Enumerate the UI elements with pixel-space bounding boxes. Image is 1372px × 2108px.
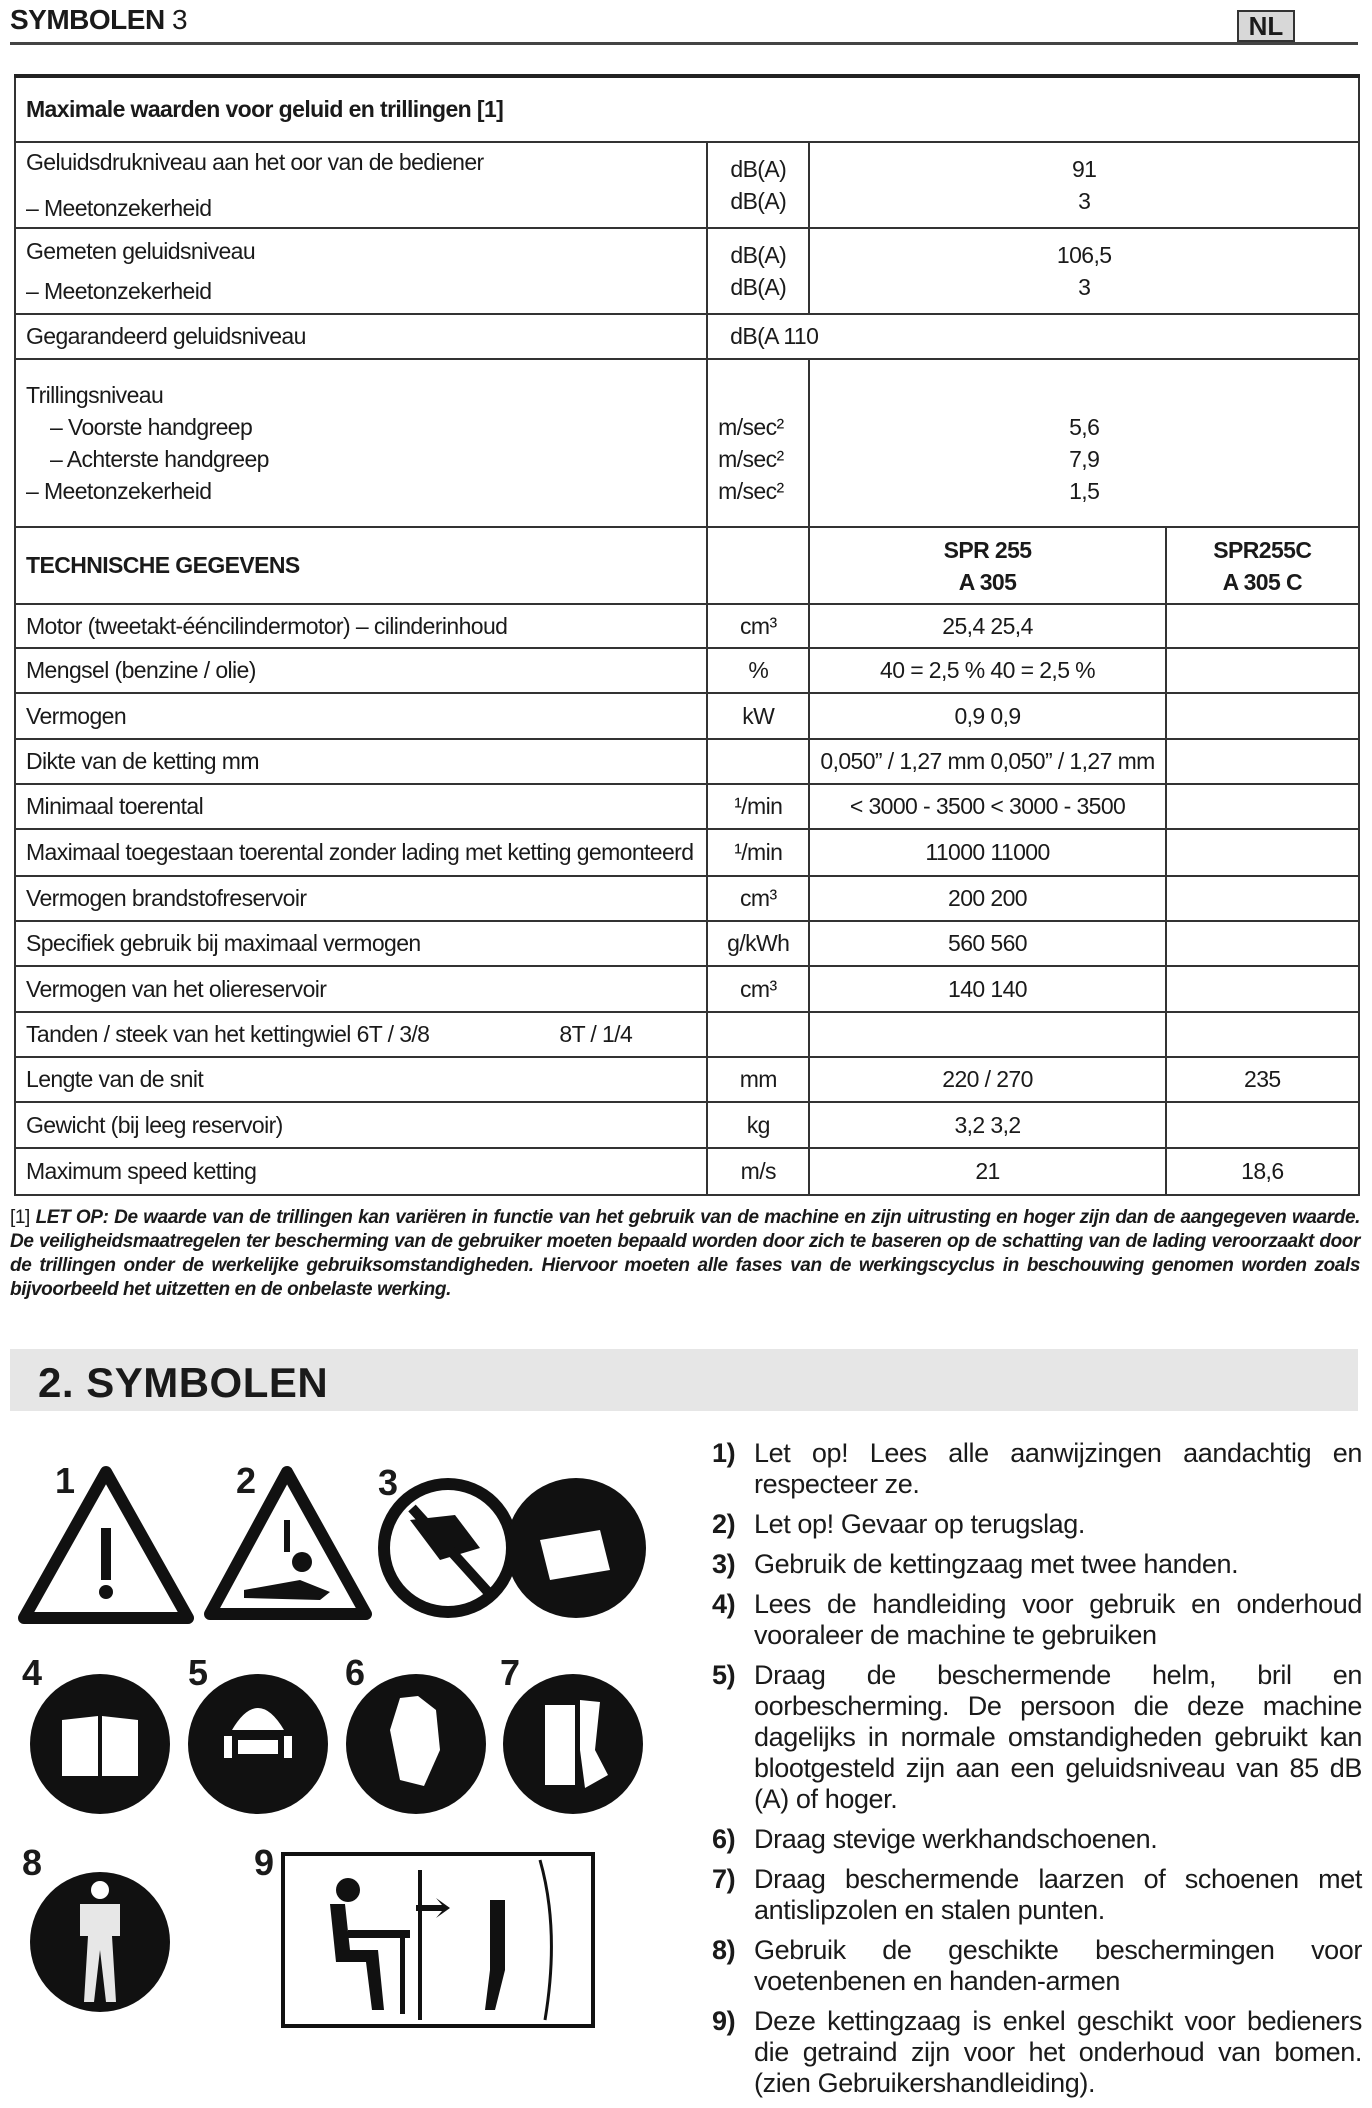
row-label: Gegarandeerd geluidsniveau [15, 314, 707, 359]
row-label: – Meetonzekerheid [26, 278, 212, 304]
section-banner [10, 1349, 1358, 1411]
item-text: Draag stevige werkhandschoenen. [754, 1824, 1158, 1854]
row-label-text: Vermogen [26, 702, 127, 729]
section-name: SYMBOLEN [10, 4, 165, 35]
item-text: Draag de beschermende helm, bril en oorbescherming. De persoon die deze machine dagelijks in normale omstandigheden gebruikt kan blootgesteld zijn aan een geluidsniveau van 85 dB (A) of hoger. [754, 1660, 1362, 1814]
table-row [15, 1057, 1359, 1102]
value: 106,5 [1056, 242, 1112, 268]
row-label [15, 829, 707, 876]
footnote-text: LET OP: De waarde van de trillingen kan variëren in functie van het gebruik van de machine en zijn uitrusting en hoger zijn dan de aangegeven waarde. De veiligheidsmaatregelen ter bescherming van de gebruiker moeten bepaald worden door zich te baseren op de schatting van de lading veroorzaakt door de trillingen onder de werkelijke gebruiksomstandigheden. Hiervoor moeten alle fases van de werkingscyclus in beschouwing genomen worden zoals bijvoorbeeld het uitzetten en de onbelaste werking. [10, 1207, 1360, 1300]
icon-number: 4 [22, 1652, 43, 1693]
table-row [15, 693, 1359, 739]
helmet-goggles-ear-protection-icon [188, 1674, 328, 1814]
row-label-text: Lengte van de snit [26, 1066, 204, 1092]
header-divider [10, 42, 1358, 45]
unit: dB(A) [730, 188, 787, 214]
unit: dB(A) [730, 156, 787, 182]
icon-number: 8 [22, 1842, 43, 1883]
item-text: Let op! Gevaar op terugslag. [754, 1509, 1086, 1539]
row-label [15, 604, 707, 648]
list-item [712, 1935, 1362, 1997]
item-text: Gebruik de geschikte beschermingen voor voetenbenen en handen-armen [754, 1935, 1362, 1996]
footnote [10, 1206, 1360, 1302]
icon-number: 9 [254, 1842, 275, 1883]
trained-operator-icon [283, 1854, 593, 2026]
unit: kW [707, 693, 809, 739]
row-label-text: Motor (tweetakt-ééncilindermotor) – cilinderinhoud [26, 612, 508, 639]
item-number: 2) [712, 1509, 736, 1539]
list-item [712, 1824, 1362, 1855]
gloves-icon [346, 1674, 486, 1814]
row-label [15, 876, 707, 921]
value-model-1: 11000 11000 [809, 829, 1165, 876]
row-label: – Achterste handgreep [50, 446, 269, 472]
value-model-1: 40 = 2,5 % 40 = 2,5 % [809, 648, 1165, 693]
icon-number: 1 [55, 1460, 76, 1501]
spec-table [14, 74, 1360, 1196]
value-model-2 [1166, 966, 1359, 1012]
item-number: 3) [712, 1549, 736, 1579]
value: 5,6 [1069, 414, 1100, 440]
value-model-2 [1166, 921, 1359, 966]
model-name: A 305 [958, 568, 1017, 595]
row-label [15, 921, 707, 966]
row-label [15, 1148, 707, 1195]
value: 1,5 [1069, 478, 1100, 504]
footnote-ref: [1] [10, 1207, 30, 1228]
table-row [15, 966, 1359, 1012]
protective-clothing-icon [30, 1872, 170, 2012]
icon-number: 6 [345, 1652, 366, 1693]
icon-number: 7 [500, 1652, 521, 1693]
unit: ¹/min [707, 784, 809, 829]
list-item [712, 1509, 1362, 1540]
value-model-1: 0,050” / 1,27 mm 0,050” / 1,27 mm [809, 739, 1165, 784]
value-model-2: 18,6 [1166, 1148, 1359, 1195]
row-label: Gemeten geluidsniveau [26, 238, 256, 264]
model-name: SPR255C [1213, 536, 1312, 563]
unit: cm³ [707, 966, 809, 1012]
item-number: 9) [712, 2006, 736, 2036]
row-label-text: Mengsel (benzine / olie) [26, 657, 256, 683]
row-label [15, 648, 707, 693]
value-model-1: 25,4 25,4 [809, 604, 1165, 648]
unit [707, 1012, 809, 1057]
row-extra: 8T / 1/4 [559, 1021, 633, 1047]
icon-number: 5 [188, 1652, 209, 1693]
value: 91 [1071, 156, 1097, 182]
item-text: Draag beschermende laarzen of schoenen met antislipzolen en stalen punten. [754, 1864, 1362, 1925]
list-item [712, 2006, 1362, 2099]
table-row [15, 1012, 1359, 1057]
row-label-text: Dikte van de ketting mm [26, 748, 259, 774]
value-model-1: 200 200 [809, 876, 1165, 921]
noise-title-row [15, 76, 1359, 142]
value-model-2 [1166, 784, 1359, 829]
row-label: Geluidsdrukniveau aan het oor van de bediener [26, 149, 484, 175]
row-label-text: Maximum speed ketting [26, 1158, 257, 1184]
item-number: 7) [712, 1864, 736, 1894]
value-model-2 [1166, 648, 1359, 693]
noise-title: Maximale waarden voor geluid en trillingen [1] [15, 76, 1359, 142]
value: 3 [1078, 188, 1091, 214]
value-model-1: 0,9 0,9 [809, 693, 1165, 739]
table-row [15, 142, 1359, 228]
unit: mm [707, 1057, 809, 1102]
table-row [15, 1148, 1359, 1195]
value: 7,9 [1069, 446, 1100, 472]
tech-title: TECHNISCHE GEGEVENS [15, 527, 707, 604]
icon-number: 2 [236, 1460, 257, 1501]
unit [707, 739, 809, 784]
item-text: Deze kettingzaag is enkel geschikt voor bedieners die getraind zijn voor het onderhoud van bomen. (zien Gebruikershandleiding). [754, 2006, 1362, 2098]
row-label: – Meetonzekerheid [26, 478, 212, 504]
row-label-text: Vermogen van het oliereservoir [26, 975, 327, 1002]
row-label [15, 693, 707, 739]
item-text: Let op! Lees alle aanwijzingen aandachtig en respecteer ze. [754, 1438, 1362, 1499]
unit: cm³ [707, 876, 809, 921]
value-model-1: 3,2 3,2 [809, 1102, 1165, 1148]
list-item [712, 1864, 1362, 1926]
value-model-1: 220 / 270 [809, 1057, 1165, 1102]
item-number: 4) [712, 1589, 736, 1619]
table-row [15, 829, 1359, 876]
row-label-text: Gewicht (bij leeg reservoir) [26, 1111, 283, 1138]
row-label-text: Tanden / steek van het kettingwiel 6T / 3/8 [26, 1021, 430, 1047]
table-row [15, 784, 1359, 829]
unit: m/sec² [718, 446, 784, 472]
item-number: 8) [712, 1935, 736, 1965]
value-model-2 [1166, 604, 1359, 648]
symbol-descriptions [712, 1438, 1362, 2108]
unit: m/sec² [718, 478, 784, 504]
value-model-2: 235 [1166, 1057, 1359, 1102]
value: dB(A 110 [707, 314, 1359, 359]
warning-triangle-icon [24, 1472, 188, 1618]
value-model-1: < 3000 - 3500 < 3000 - 3500 [809, 784, 1165, 829]
item-number: 6) [712, 1824, 736, 1854]
row-label: – Meetonzekerheid [26, 195, 212, 221]
value-model-2 [1166, 876, 1359, 921]
symbols-grid [0, 1430, 680, 2076]
row-label-text: Minimaal toerental [26, 793, 204, 819]
tech-header-row [15, 527, 1359, 604]
table-row [15, 604, 1359, 648]
unit: dB(A) [730, 242, 787, 268]
row-label: Trillingsniveau [26, 382, 164, 408]
unit: ¹/min [707, 829, 809, 876]
value-model-2 [1166, 693, 1359, 739]
unit: % [707, 648, 809, 693]
table-row [15, 648, 1359, 693]
table-row [15, 1102, 1359, 1148]
value-model-1: 140 140 [809, 966, 1165, 1012]
row-label-text: Maximaal toegestaan toerental zonder lading met ketting gemonteerd [26, 839, 694, 865]
model-name: SPR 255 [943, 536, 1032, 563]
unit: dB(A) [730, 274, 787, 300]
table-row [15, 739, 1359, 784]
unit: m/s [707, 1148, 809, 1195]
list-item [712, 1438, 1362, 1500]
list-item [712, 1589, 1362, 1651]
row-label [15, 1102, 707, 1148]
row-label [15, 784, 707, 829]
value-model-1 [809, 1012, 1165, 1057]
page-header-title [10, 4, 187, 36]
boots-icon [503, 1674, 643, 1814]
item-number: 1) [712, 1438, 736, 1468]
value-model-2 [1166, 1102, 1359, 1148]
list-item [712, 1660, 1362, 1815]
unit: kg [707, 1102, 809, 1148]
row-label-text: Vermogen brandstofreservoir [26, 885, 307, 911]
read-manual-icon [30, 1674, 170, 1814]
item-text: Lees de handleiding voor gebruik en onderhoud vooraleer de machine te gebruiken [754, 1589, 1362, 1650]
row-label [15, 1057, 707, 1102]
row-label [15, 966, 707, 1012]
row-label [15, 1012, 707, 1057]
item-text: Gebruik de kettingzaag met twee handen. [754, 1549, 1239, 1579]
item-number: 5) [712, 1660, 736, 1690]
table-row [15, 314, 1359, 359]
value-model-2 [1166, 739, 1359, 784]
table-row [15, 228, 1359, 314]
value-model-1: 21 [809, 1148, 1165, 1195]
unit: m/sec² [718, 414, 784, 440]
unit: g/kWh [707, 921, 809, 966]
model-name: A 305 C [1222, 568, 1302, 595]
row-label [15, 739, 707, 784]
section-title: 2. SYMBOLEN [38, 1359, 329, 1406]
value-model-1: 560 560 [809, 921, 1165, 966]
page-number: 3 [171, 4, 188, 35]
unit: cm³ [707, 604, 809, 648]
value-model-2 [1166, 1012, 1359, 1057]
row-label: – Voorste handgreep [50, 414, 253, 440]
language-badge: NL [1237, 10, 1295, 42]
value-model-2 [1166, 829, 1359, 876]
two-hands-icon [378, 1478, 646, 1618]
row-label-text: Specifiek gebruik bij maximaal vermogen [26, 930, 421, 956]
table-row [15, 921, 1359, 966]
table-row [15, 359, 1359, 527]
value: 3 [1078, 274, 1091, 300]
kickback-warning-icon [210, 1472, 366, 1614]
table-row [15, 876, 1359, 921]
icon-number: 3 [378, 1462, 399, 1503]
list-item [712, 1549, 1362, 1580]
